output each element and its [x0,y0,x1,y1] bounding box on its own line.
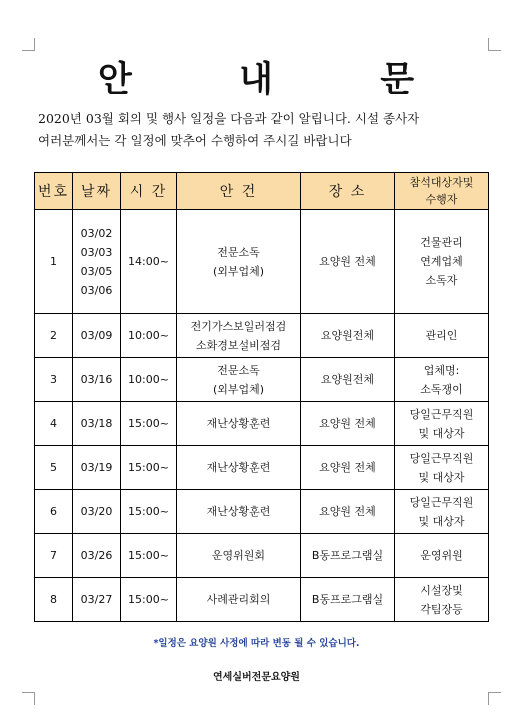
header-no: 번호 [35,173,73,210]
intro-line-1: 2020년 03월 회의 및 행사 일정을 다음과 같이 알립니다. 시설 종사자 [38,111,420,126]
row-place: B동프로그램실 [301,578,395,622]
row-date-line: 03/06 [80,283,113,297]
row-item-line: 재난상황훈련 [206,417,271,430]
row-date-line: 03/20 [80,505,113,518]
row-attendee-line: 업체명: [423,363,460,377]
table-row [35,314,489,358]
row-item-line: 소화경보설비점검 [195,338,281,352]
row-attendee [395,210,489,314]
row-attendee-line: 시설장및 [420,583,463,597]
header-time: 시 간 [121,173,177,210]
table-row [35,578,489,622]
row-attendee-line: 당일근무직원 [409,495,474,509]
row-attendee-line: 및 대상자 [418,426,465,440]
header-attendee [395,173,489,210]
schedule-change-note: *일정은 요양원 사정에 따라 변동 될 수 있습니다. [153,638,360,649]
row-attendee-line: 연계업체 [420,255,463,268]
header-date: 날짜 [73,173,121,210]
row-item-line: 운영위원회 [211,549,266,562]
row-date-line: 03/02 [80,226,113,240]
document-title [36,52,476,102]
table-row [35,446,489,490]
row-date-line: 03/18 [80,417,113,430]
row-attendee [395,402,489,446]
row-date [73,314,121,358]
row-date [73,446,121,490]
row-date-line: 03/05 [80,264,113,278]
table-row [35,534,489,578]
row-item [177,210,301,314]
row-attendee-line: 및 대상자 [418,514,465,528]
row-number: 5 [35,446,73,490]
row-time: 15:00~ [121,402,177,446]
header-place: 장 소 [301,173,395,210]
row-item-line: (외부업체) [212,382,265,396]
row-number: 1 [35,210,73,314]
row-number: 8 [35,578,73,622]
table-row [35,490,489,534]
intro-paragraph [38,108,478,152]
row-number: 7 [35,534,73,578]
row-item-line: 전기가스보일러점검 [190,319,287,333]
row-item-line: 재난상황훈련 [206,505,271,518]
row-number: 3 [35,358,73,402]
row-place: 요양원전체 [301,358,395,402]
crop-mark-bottom-left [22,692,35,705]
row-number: 4 [35,402,73,446]
row-attendee [395,490,489,534]
crop-mark-top-left [22,38,35,51]
row-item-line: 전문소독 [217,363,260,377]
header-item: 안 건 [177,173,301,210]
row-date-line: 03/19 [80,461,113,474]
row-place: 요양원 전체 [301,446,395,490]
row-attendee-line: 관리인 [425,329,458,342]
title-char-1: 안 [98,59,132,100]
row-attendee-line: 소독쟁이 [420,382,463,396]
row-date [73,534,121,578]
row-attendee [395,314,489,358]
facility-name: 연세실버전문요양원 [213,672,300,683]
table-row [35,210,489,314]
title-char-2: 내 [239,59,273,100]
row-date [73,578,121,622]
row-place: 요양원 전체 [301,490,395,534]
row-date [73,210,121,314]
row-item [177,578,301,622]
row-date [73,490,121,534]
row-item-line: (외부업체) [212,264,265,278]
row-item [177,490,301,534]
row-attendee [395,578,489,622]
row-attendee-line: 운영위원 [420,549,463,562]
schedule-table [34,172,489,622]
row-date-line: 03/03 [80,245,113,259]
row-time: 15:00~ [121,534,177,578]
table-row [35,402,489,446]
intro-line-2: 여러분께서는 각 일정에 맞추어 수행하여 주시길 바랍니다 [38,133,352,148]
row-time: 15:00~ [121,446,177,490]
row-place: 요양원 전체 [301,210,395,314]
row-attendee-line: 각팀장등 [420,602,463,616]
row-number: 2 [35,314,73,358]
row-attendee-line: 및 대상자 [418,470,465,484]
row-place: 요양원전체 [301,314,395,358]
row-item-line: 사례관리회의 [206,593,271,606]
row-item [177,402,301,446]
row-place: 요양원 전체 [301,402,395,446]
row-time: 14:00~ [121,210,177,314]
row-date-line: 03/16 [80,373,113,386]
table-header-row [35,173,489,210]
row-attendee-line: 당일근무직원 [409,407,474,421]
row-place: B동프로그램실 [301,534,395,578]
row-item [177,534,301,578]
row-date [73,358,121,402]
header-attendee-line-2: 수행자 [425,193,458,206]
row-time: 15:00~ [121,578,177,622]
row-time: 10:00~ [121,314,177,358]
row-attendee-line: 건물관리 [420,236,463,249]
header-attendee-line-1: 참석대상자및 [409,176,474,189]
row-item [177,314,301,358]
row-attendee-line: 당일근무직원 [409,451,474,465]
row-date-line: 03/27 [80,593,113,606]
row-time: 10:00~ [121,358,177,402]
row-time: 15:00~ [121,490,177,534]
crop-mark-top-right [488,38,501,51]
row-item [177,358,301,402]
row-date-line: 03/26 [80,549,113,562]
row-attendee [395,534,489,578]
row-attendee-line: 소독자 [425,274,458,287]
row-date-line: 03/09 [80,329,113,342]
row-attendee [395,446,489,490]
row-item-line: 재난상황훈련 [206,461,271,474]
row-date [73,402,121,446]
table-row [35,358,489,402]
title-char-3: 문 [380,59,414,100]
row-item-line: 전문소독 [217,245,260,259]
row-number: 6 [35,490,73,534]
crop-mark-bottom-right [488,692,501,705]
row-item [177,446,301,490]
row-attendee [395,358,489,402]
